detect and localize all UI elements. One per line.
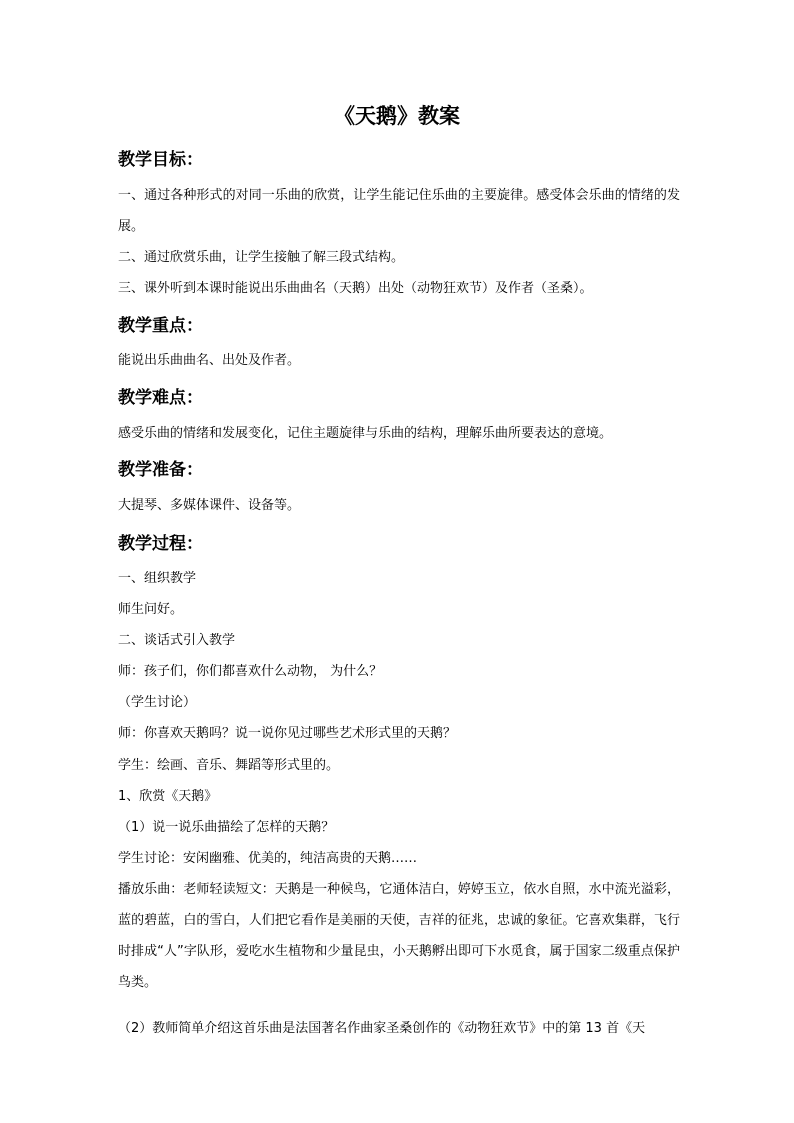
preparation-text: 大提琴、多媒体课件、设备等。 <box>118 498 301 513</box>
goal-item-3: 三、课外听到本课时能说出乐曲曲名（天鹅）出处（动物狂欢节）及作者（圣桑）。 <box>118 281 593 296</box>
process-line: 师生问好。 <box>118 602 184 617</box>
goal-item-1: 一、通过各种形式的对同一乐曲的欣赏，让学生能记住乐曲的主要旋律。感受体会乐曲的情绪的发展。 <box>118 188 680 234</box>
key-points-text: 能说出乐曲曲名、出处及作者。 <box>118 353 301 368</box>
heading-difficulties: 教学难点： <box>118 388 203 408</box>
process-line: （2）教师简单介绍这首乐曲是法国著名作曲家圣桑创作的《动物狂欢节》中的第 13 首《天 <box>118 1021 646 1036</box>
process-paragraph: 播放乐曲：老师轻读短文：天鹅是一种候鸟，它通体洁白，婷婷玉立，依水自照，水中流光溢彩，蓝的碧蓝，白的雪白，人们把它看作是美丽的天使，吉祥的征兆，忠诚的象征。它喜欢集群，飞行时排成“人”字队形，爱吃水生植物和少量昆虫，小天鹅孵出即可下水觅食，属于国家二级重点保护鸟类。 <box>118 882 680 990</box>
heading-teaching-goals: 教学目标： <box>118 150 203 170</box>
document-title: 《天鹅》教案 <box>334 103 460 128</box>
heading-key-points: 教学重点： <box>118 316 203 336</box>
process-line: （学生讨论） <box>118 695 197 710</box>
process-line: 二、谈话式引入教学 <box>118 633 236 648</box>
heading-teaching-process: 教学过程： <box>118 534 203 554</box>
process-line: 学生：绘画、音乐、舞蹈等形式里的。 <box>118 758 340 773</box>
process-line: 师：你喜欢天鹅吗？说一说你见过哪些艺术形式里的天鹅？ <box>118 726 457 741</box>
process-line: 一、组织教学 <box>118 571 197 586</box>
goal-item-2: 二、通过欣赏乐曲，让学生接触了解三段式结构。 <box>118 250 405 265</box>
heading-preparation: 教学准备： <box>118 460 203 480</box>
difficulties-text: 感受乐曲的情绪和发展变化，记住主题旋律与乐曲的结构，理解乐曲所要表达的意境。 <box>118 426 613 441</box>
process-line: 师：孩子们，你们都喜欢什么动物， 为什么？ <box>118 664 383 679</box>
process-line: 学生讨论：安闲幽雅、优美的，纯洁高贵的天鹅…… <box>118 851 418 866</box>
process-line: （1）说一说乐曲描绘了怎样的天鹅？ <box>118 820 335 835</box>
process-line: 1、欣赏《天鹅》 <box>118 789 218 804</box>
